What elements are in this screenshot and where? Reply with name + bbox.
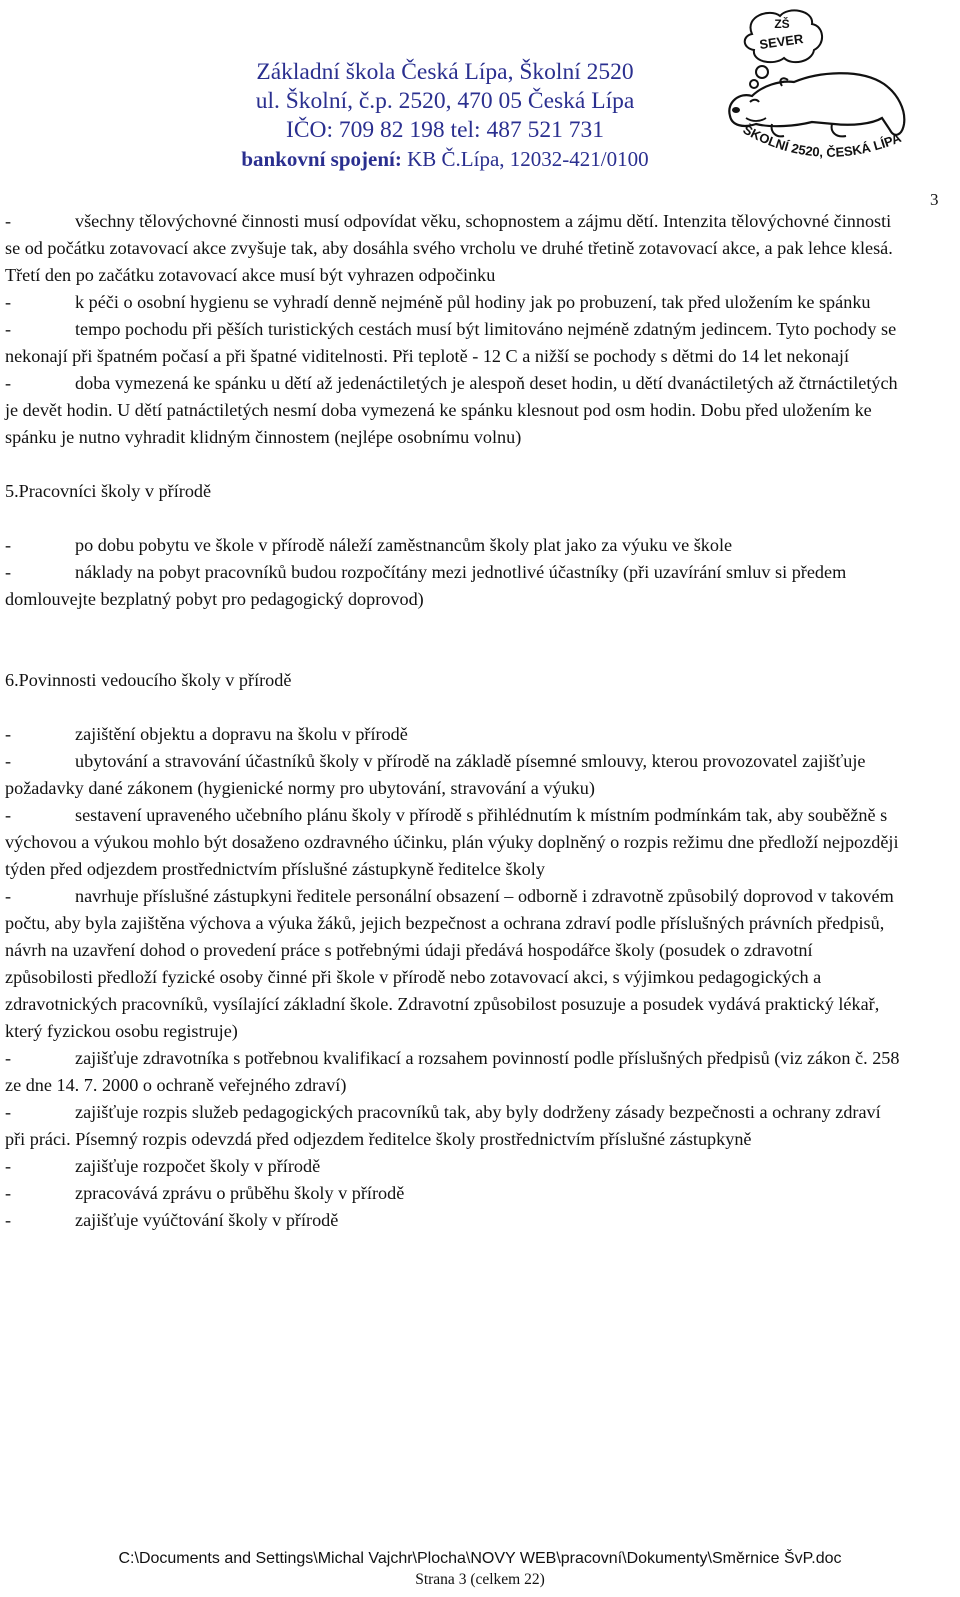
list-item: - zpracovává zprávu o průběhu školy v přírodě [5, 1183, 405, 1203]
list-item: - ubytování a stravování účastníků školy v přírodě na základě písemné smlouvy, kterou provozovatel zajišťuje požadavky dané zákonem (hygienické normy pro ubytování, stravování a výuku) [5, 751, 866, 798]
list-item: - zajišťuje rozpis služeb pedagogických pracovníků tak, aby byly dodrženy zásady bezpečnosti a ochrany zdraví při práci. Písemný rozpis odevzdá před odjezdem ředitelce školy prostřednictvím příslušné zástupkyně [5, 1102, 881, 1149]
list-item: - náklady na pobyt pracovníků budou rozpočítány mezi jednotlivé účastníky (při uzavírání smluv si předem domlouvejte bezplatný pobyt pro pedagogický doprovod) [5, 562, 847, 609]
school-name: Základní škola Česká Lípa, Školní 2520 [256, 59, 634, 85]
list-item: - zajišťuje zdravotníka s potřebnou kvalifikací a rozsahem povinností podle příslušných předpisů (viz zákon č. 258 ze dne 14. 7. 2000 o ochraně veřejného zdraví) [5, 1048, 900, 1095]
list-item: - k péči o osobní hygienu se vyhradí denně nejméně půl hodiny jak po probuzení, tak před uložením ke spánku [5, 292, 871, 312]
section-heading-5: 5.Pracovníci školy v přírodě [5, 481, 212, 501]
list-item: - zajišťuje rozpočet školy v přírodě [5, 1156, 321, 1176]
section-heading-6: 6.Povinnosti vedoucího školy v přírodě [5, 670, 292, 690]
letterhead-text [195, 58, 695, 174]
bank-label: bankovní spojení: [241, 147, 402, 171]
list-item: - po dobu pobytu ve škole v přírodě náleží zaměstnancům školy plat jako za výuku ve škole [5, 535, 733, 555]
document-body [5, 208, 905, 1234]
list-item: - všechny tělovýchovné činnosti musí odpovídat věku, schopnostem a zájmu dětí. Intenzita tělovýchovné činnosti se od počátku zotavovací akce zvyšuje tak, aby dosáhla svého vrcholu ve druhé třetině zotavovací akce, a pak lehce klesá. Třetí den po začátku zotavovací akce musí být vyhrazen odpočinku [5, 211, 893, 285]
page-footer [0, 1548, 960, 1590]
file-path: C:\Documents and Settings\Michal Vajchr\Plocha\NOVY WEB\pracovní\Dokumenty\Směrnice ŠvP.doc [118, 1550, 842, 1567]
list-item: - navrhuje příslušné zástupkyni ředitele personální obsazení – odborně i zdravotně způsobilý doprovod v takovém počtu, aby byla zajištěna výchova a výuka žáků, jejich bezpečnost a ochrana zdraví podle příslušných právních předpisů, návrh na uzavření dohod o provedení práce s potřebnými údaji předává hospodářce školy (posudek o zdravotní způsobilosti předloží fyzické osoby činné při škole v přírodě nebo zotavovací akci, s výjimkou pedagogických a zdravotnických pracovníků, vysílající základní škole. Zdravotní způsobilost posuzuje a posudek vydává praktický lékař, který fyzickou osobu registruje) [5, 886, 894, 1041]
list-item: - doba vymezená ke spánku u dětí až jedenáctiletých je alespoň deset hodin, u dětí dvanáctiletých až čtrnáctiletých je devět hodin. U dětí patnáctiletých nesmí doba vymezená ke spánku klesnout pod osm hodin. Dobu před uložením ke spánku je nutno vyhradit klidným činnostem (nejlépe osobnímu volnu) [5, 373, 898, 447]
page-counter: Strana 3 (celkem 22) [415, 1571, 545, 1588]
ico-tel: IČO: 709 82 198 tel: 487 521 731 [286, 117, 604, 143]
list-item: - sestavení upraveného učebního plánu školy v přírodě s přihlédnutím k místním podmínkám tak, aby souběžně s výchovou a výukou mohlo být dosaženo ozdravného účinku, plán výuky doplněný o rozpis režimu dne předloží nejpozději týden před odjezdem prostřednictvím příslušné zástupkyně ředitelce školy [5, 805, 899, 879]
page-number: 3 [930, 190, 939, 209]
logo-sever-text: SEVER [758, 31, 805, 53]
logo-zs-text: ZŠ [774, 17, 790, 31]
polar-bear-logo [722, 6, 912, 168]
letterhead [0, 0, 960, 190]
list-item: - tempo pochodu při pěších turistických cestách musí být limitováno nejméně zdatným jedincem. Tyto pochody se nekonají při špatném počasí a při špatné viditelnosti. Při teplotě - 12 C a nižší se pochody s dětmi do 14 let nekonají [5, 319, 897, 366]
school-address: ul. Školní, č.p. 2520, 470 05 Česká Lípa [255, 88, 635, 114]
list-item: - zajištění objektu a dopravu na školu v přírodě [5, 724, 408, 744]
bank-connection [195, 145, 695, 174]
logo-arc-text: ŠKOLNÍ 2520, ČESKÁ LÍPA [740, 121, 904, 160]
list-item: - zajišťuje vyúčtování školy v přírodě [5, 1210, 339, 1230]
bank-value: KB Č.Lípa, 12032-421/0100 [401, 147, 649, 171]
